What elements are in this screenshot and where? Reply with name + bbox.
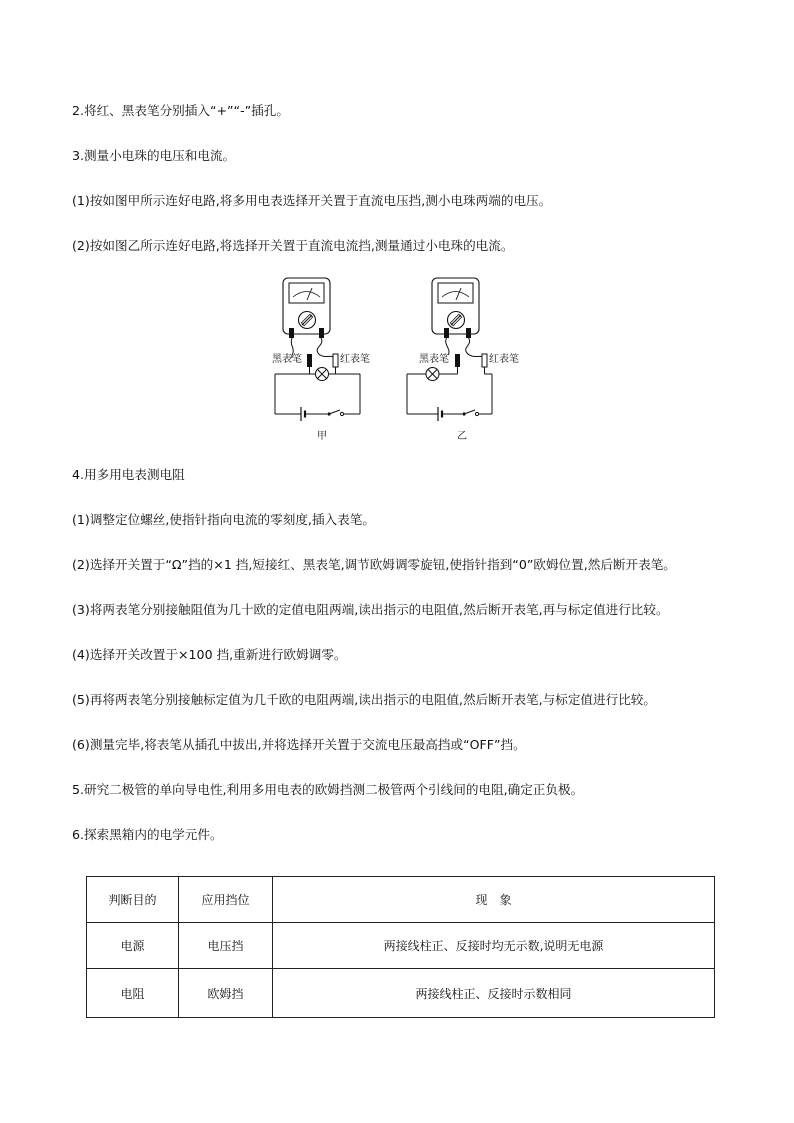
table-row <box>87 923 715 969</box>
text-line-step-3: 3.测量小电珠的电压和电流。 <box>72 148 236 163</box>
text-line-step-4-3: (3)将两表笔分别接触阻值为几十欧的定值电阻两端,读出指示的电阻值,然后断开表笔,再与标定值进行比较。 <box>72 602 669 617</box>
table-row <box>87 969 715 1018</box>
text-line-step-2: 2.将红、黑表笔分别插入“+”“-”插孔。 <box>72 103 289 118</box>
switch-icon <box>464 410 475 414</box>
text-line-step-5: 5.研究二极管的单向导电性,利用多用电表的欧姆挡测二极管两个引线间的电阻,确定正负极。 <box>72 782 584 797</box>
table-header-cell: 现 象 <box>273 877 715 923</box>
label-red-probe-a: 红表笔 <box>340 354 370 365</box>
table-header-row <box>87 877 715 923</box>
table-cell: 两接线柱正、反接时示数相同 <box>273 969 715 1018</box>
text-line-step-4-6: (6)测量完毕,将表笔从插孔中拔出,并将选择开关置于交流电压最高挡或“OFF”挡。 <box>72 737 526 752</box>
switch-icon <box>329 410 340 414</box>
table-header-cell: 判断目的 <box>87 877 179 923</box>
label-black-probe-a: 黑表笔 <box>272 354 302 365</box>
label-red-probe-b: 红表笔 <box>489 354 519 365</box>
text-line-step-6: 6.探索黑箱内的电学元件。 <box>72 827 223 842</box>
text-line-step-3-1: (1)按如图甲所示连好电路,将多用电表选择开关置于直流电压挡,测小电珠两端的电压。 <box>72 193 552 208</box>
black-probe-b <box>455 354 460 367</box>
text-line-step-4-4: (4)选择开关改置于×100 挡,重新进行欧姆调零。 <box>72 647 347 662</box>
label-black-probe-b: 黑表笔 <box>419 354 449 365</box>
circuit-figure <box>262 275 532 445</box>
text-line-step-4-5: (5)再将两表笔分别接触标定值为几千欧的电阻两端,读出指示的电阻值,然后断开表笔,与标定值进行比较。 <box>72 692 656 707</box>
text-line-step-4-2: (2)选择开关置于“Ω”挡的×1 挡,短接红、黑表笔,调节欧姆调零旋钮,使指针指到“0”欧姆位置,然后断开表笔。 <box>72 557 676 572</box>
caption-b: 乙 <box>457 431 467 442</box>
circuit-a <box>275 278 360 421</box>
circuit-b <box>407 278 492 421</box>
text-line-step-3-2: (2)按如图乙所示连好电路,将选择开关置于直流电流挡,测量通过小电珠的电流。 <box>72 238 514 253</box>
table-cell: 电压挡 <box>179 923 273 969</box>
table-header-cell: 应用挡位 <box>179 877 273 923</box>
red-probe-b <box>482 354 487 367</box>
black-probe-a <box>307 354 312 367</box>
text-line-step-4: 4.用多用电表测电阻 <box>72 467 185 482</box>
table-cell: 两接线柱正、反接时均无示数,说明无电源 <box>273 923 715 969</box>
caption-a: 甲 <box>317 431 327 442</box>
black-box-table <box>86 876 715 1018</box>
table-cell: 电阻 <box>87 969 179 1018</box>
red-probe-a <box>333 354 338 367</box>
table-cell: 电源 <box>87 923 179 969</box>
text-line-step-4-1: (1)调整定位螺丝,使指针指向电流的零刻度,插入表笔。 <box>72 512 375 527</box>
table-cell: 欧姆挡 <box>179 969 273 1018</box>
